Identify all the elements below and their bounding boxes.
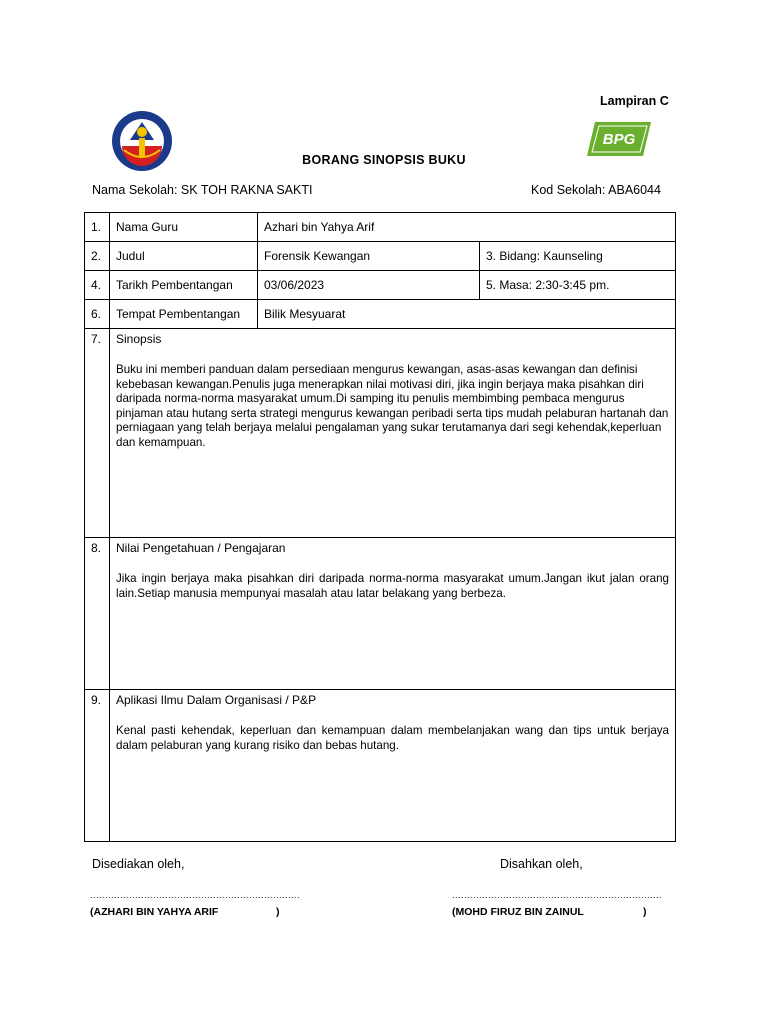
school-code: Kod Sekolah: ABA6044 [531, 183, 661, 197]
application-cell [110, 690, 676, 842]
attachment-label: Lampiran C [600, 94, 669, 108]
row-label: Tarikh Pembentangan [110, 271, 258, 300]
synopsis-text: Buku ini memberi panduan dalam persediaan mengurus kewangan, asas-asas kewangan dan definisi kebebasan kewangan.Penulis juga menerapkan nilai motivasi diri, jika ingin berjaya maka pisahkan diri daripada norma-norma masyarakat umum.Di samping itu penulis membimbing pembaca mengurus pinjaman atau hutang serta strategi mengurus kewangan peribadi serta tips mudah pelaburan hartanah dan perniagaan yang telah berjaya melalui pengalaman yang sukar terutamanya dari segi kehendak,keperluan dan kemampuan. [116, 363, 669, 449]
time-value: 5. Masa: 2:30-3:45 pm. [480, 271, 676, 300]
confirmed-signature-line: ...................................................................... [452, 890, 663, 900]
row-number: 4. [85, 271, 110, 300]
prepared-by-label: Disediakan oleh, [92, 857, 185, 871]
row-number: 8. [85, 538, 110, 690]
confirmed-by-close: ) [643, 906, 647, 918]
knowledge-cell [110, 538, 676, 690]
venue-value: Bilik Mesyuarat [258, 300, 676, 329]
date-value: 03/06/2023 [258, 271, 480, 300]
synopsis-form-table [84, 212, 676, 842]
row-label: Nama Guru [110, 213, 258, 242]
bpg-logo-text: BPG [602, 131, 636, 148]
section-label: Sinopsis [116, 332, 162, 346]
row-number: 1. [85, 213, 110, 242]
confirmed-by-label: Disahkan oleh, [500, 857, 583, 871]
row-number: 9. [85, 690, 110, 842]
section-label: Nilai Pengetahuan / Pengajaran [116, 541, 286, 555]
prepared-by-name: (AZHARI BIN YAHYA ARIF [90, 906, 219, 918]
row-synopsis [85, 329, 676, 538]
row-number: 6. [85, 300, 110, 329]
row-teacher-name [85, 213, 676, 242]
row-label: Judul [110, 242, 258, 271]
row-number: 7. [85, 329, 110, 538]
teacher-name-value: Azhari bin Yahya Arif [258, 213, 676, 242]
row-date [85, 271, 676, 300]
book-title-value: Forensik Kewangan [258, 242, 480, 271]
row-label: Tempat Pembentangan [110, 300, 258, 329]
field-value: 3. Bidang: Kaunseling [480, 242, 676, 271]
row-number: 2. [85, 242, 110, 271]
row-application [85, 690, 676, 842]
school-name: Nama Sekolah: SK TOH RAKNA SAKTI [92, 183, 313, 197]
knowledge-text: Jika ingin berjaya maka pisahkan diri daripada norma-norma masyarakat umum.Jangan ikut jalan orang lain.Setiap manusia mempunyai masalah atau latar belakang yang berbeza. [116, 572, 670, 600]
form-title: BORANG SINOPSIS BUKU [302, 153, 466, 167]
row-title [85, 242, 676, 271]
confirmed-by-name: (MOHD FIRUZ BIN ZAINUL [452, 906, 584, 918]
prepared-signature-line: ...................................................................... [90, 890, 301, 900]
synopsis-cell [110, 329, 676, 538]
section-label: Aplikasi Ilmu Dalam Organisasi / P&P [116, 693, 317, 707]
prepared-by-close: ) [276, 906, 280, 918]
row-venue [85, 300, 676, 329]
row-knowledge-value [85, 538, 676, 690]
application-text: Kenal pasti kehendak, keperluan dan kemampuan dalam membelanjakan wang dan tips untuk berjaya dalam pelaburan yang kurang risiko dan bebas hutang. [116, 724, 670, 752]
